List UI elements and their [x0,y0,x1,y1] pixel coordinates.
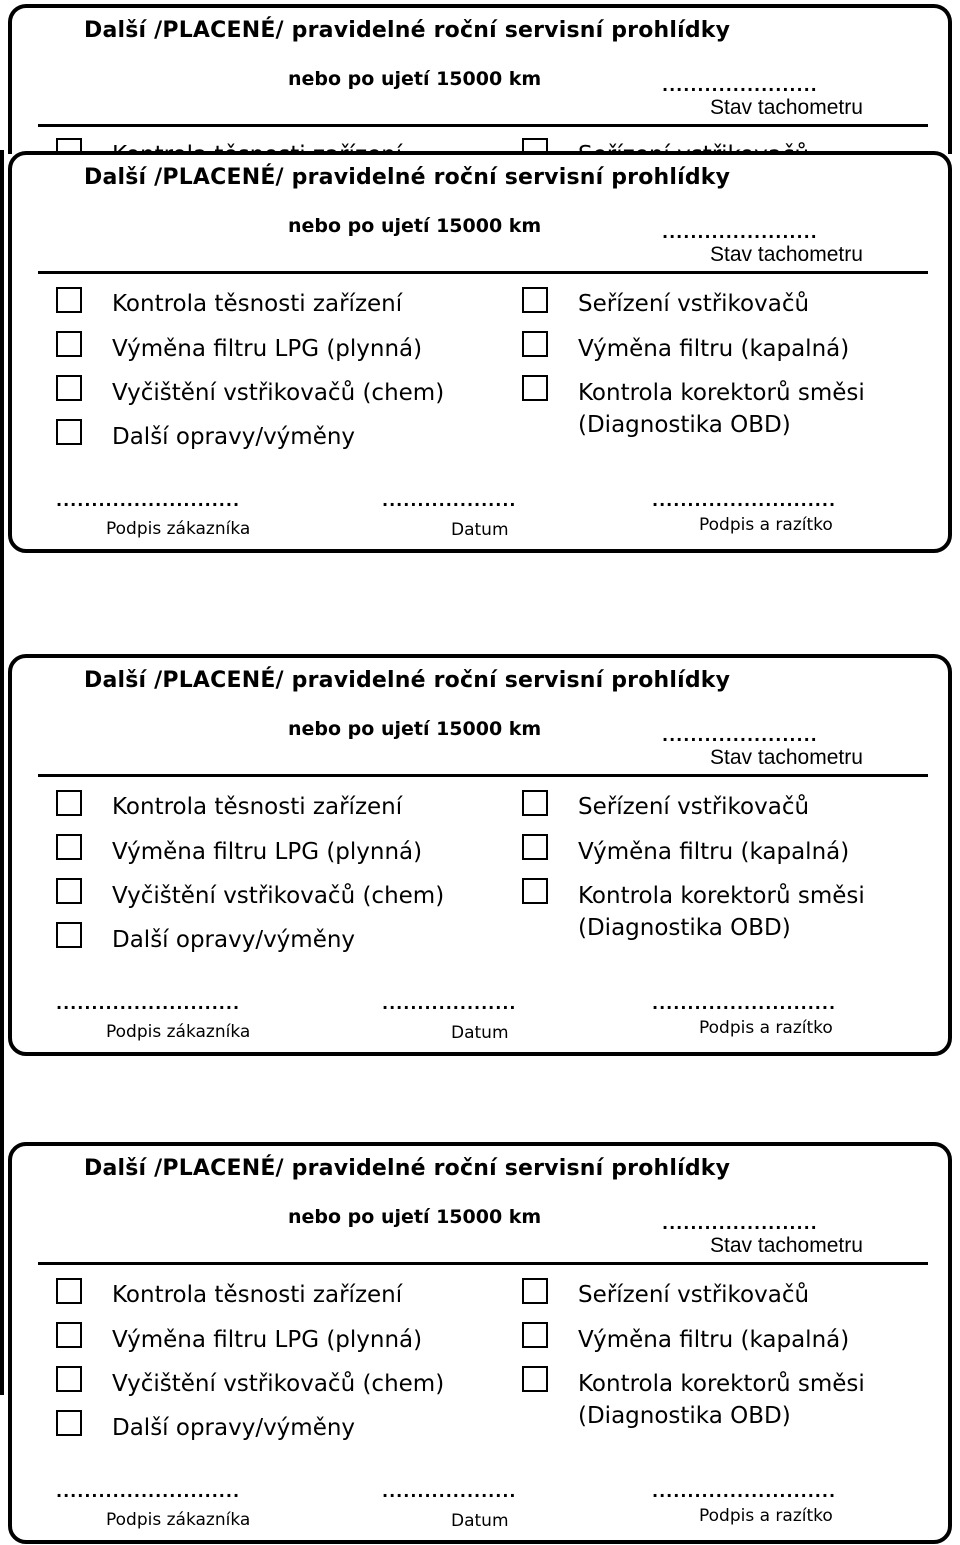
date-label: Datum [451,520,509,540]
odometer-dotted-line: ...................... [662,726,818,745]
coupon-title: Další /PLACENÉ/ pravidelné roční servisní prohlídky [84,165,731,190]
checkbox-mixture-corrector-check[interactable] [522,1366,548,1392]
checkbox-injector-adjustment[interactable] [522,287,548,313]
coupon-title: Další /PLACENÉ/ pravidelné roční servisní prohlídky [84,18,731,43]
item-obd-diagnostics: (Diagnostika OBD) [578,412,791,438]
stamp-signature-line: .......................... [652,491,837,510]
item-lpg-filter-gas: Výměna filtru LPG (plynná) [112,336,423,362]
item-leak-check: Kontrola těsnosti zařízení [112,1282,403,1308]
item-liquid-filter: Výměna filtru (kapalná) [578,1327,850,1353]
odometer-dotted-line: ...................... [662,223,818,242]
checkbox-injector-adjustment[interactable] [522,1278,548,1304]
item-other-repairs: Další opravy/výměny [112,424,356,450]
checkbox-other-repairs[interactable] [56,922,82,948]
customer-signature-label: Podpis zákazníka [106,1510,251,1530]
odometer-label: Stav tachometru [710,243,863,266]
checkbox-lpg-filter-gas[interactable] [56,834,82,860]
service-coupon-1 [8,4,952,154]
odometer-dotted-line: ...................... [662,76,818,95]
checkbox-leak-check[interactable] [56,790,82,816]
checkbox-liquid-filter[interactable] [522,331,548,357]
service-coupon-3 [8,654,952,1056]
item-mixture-corrector-check: Kontrola korektorů směsi [578,380,865,406]
header-rule [38,124,928,127]
checkbox-liquid-filter[interactable] [522,834,548,860]
item-injector-cleaning: Vyčištění vstřikovačů (chem) [112,380,445,406]
date-line: ................... [382,1482,517,1501]
service-coupon-4 [8,1142,952,1544]
item-injector-adjustment: Seřízení vstřikovačů [578,1282,810,1308]
customer-signature-label: Podpis zákazníka [106,1022,251,1042]
item-mixture-corrector-check: Kontrola korektorů směsi [578,883,865,909]
customer-signature-line: .......................... [56,994,241,1013]
date-line: ................... [382,994,517,1013]
item-injector-cleaning: Vyčištění vstřikovačů (chem) [112,1371,445,1397]
stamp-signature-line: .......................... [652,994,837,1013]
date-line: ................... [382,491,517,510]
item-obd-diagnostics: (Diagnostika OBD) [578,1403,791,1429]
checkbox-injector-cleaning[interactable] [56,878,82,904]
item-other-repairs: Další opravy/výměny [112,1415,356,1441]
checkbox-leak-check[interactable] [56,1278,82,1304]
item-liquid-filter: Výměna filtru (kapalná) [578,839,850,865]
checkbox-other-repairs[interactable] [56,419,82,445]
stamp-label: Podpis a razítko [699,1018,833,1038]
stamp-signature-line: .......................... [652,1482,837,1501]
item-injector-adjustment: Seřízení vstřikovačů [578,291,810,317]
customer-signature-label: Podpis zákazníka [106,519,251,539]
checkbox-other-repairs[interactable] [56,1410,82,1436]
coupon-title: Další /PLACENÉ/ pravidelné roční servisní prohlídky [84,668,731,693]
checkbox-mixture-corrector-check[interactable] [522,878,548,904]
customer-signature-line: .......................... [56,1482,241,1501]
stamp-label: Podpis a razítko [699,515,833,535]
checkbox-mixture-corrector-check[interactable] [522,375,548,401]
item-mixture-corrector-check: Kontrola korektorů směsi [578,1371,865,1397]
checkbox-liquid-filter[interactable] [522,1322,548,1348]
coupon-subtitle: nebo po ujetí 15000 km [288,718,542,740]
header-rule [38,1262,928,1265]
header-rule [38,271,928,274]
checkbox-lpg-filter-gas[interactable] [56,331,82,357]
customer-signature-line: .......................... [56,491,241,510]
item-obd-diagnostics: (Diagnostika OBD) [578,915,791,941]
checkbox-lpg-filter-gas[interactable] [56,1322,82,1348]
checkbox-injector-cleaning[interactable] [56,375,82,401]
date-label: Datum [451,1023,509,1043]
checkbox-injector-adjustment[interactable] [522,790,548,816]
coupon-subtitle: nebo po ujetí 15000 km [288,215,542,237]
item-lpg-filter-gas: Výměna filtru LPG (plynná) [112,1327,423,1353]
item-injector-adjustment: Seřízení vstřikovačů [578,794,810,820]
page-left-border [0,150,4,1395]
coupon-title: Další /PLACENÉ/ pravidelné roční servisní prohlídky [84,1156,731,1181]
service-coupon-2 [8,151,952,553]
stamp-label: Podpis a razítko [699,1506,833,1526]
item-injector-cleaning: Vyčištění vstřikovačů (chem) [112,883,445,909]
item-lpg-filter-gas: Výměna filtru LPG (plynná) [112,839,423,865]
coupon-subtitle: nebo po ujetí 15000 km [288,68,542,90]
odometer-label: Stav tachometru [710,746,863,769]
checkbox-injector-cleaning[interactable] [56,1366,82,1392]
odometer-label: Stav tachometru [710,96,863,119]
item-other-repairs: Další opravy/výměny [112,927,356,953]
date-label: Datum [451,1511,509,1531]
checkbox-leak-check[interactable] [56,287,82,313]
header-rule [38,774,928,777]
item-leak-check: Kontrola těsnosti zařízení [112,794,403,820]
item-leak-check: Kontrola těsnosti zařízení [112,291,403,317]
coupon-subtitle: nebo po ujetí 15000 km [288,1206,542,1228]
odometer-dotted-line: ...................... [662,1214,818,1233]
item-liquid-filter: Výměna filtru (kapalná) [578,336,850,362]
odometer-label: Stav tachometru [710,1234,863,1257]
